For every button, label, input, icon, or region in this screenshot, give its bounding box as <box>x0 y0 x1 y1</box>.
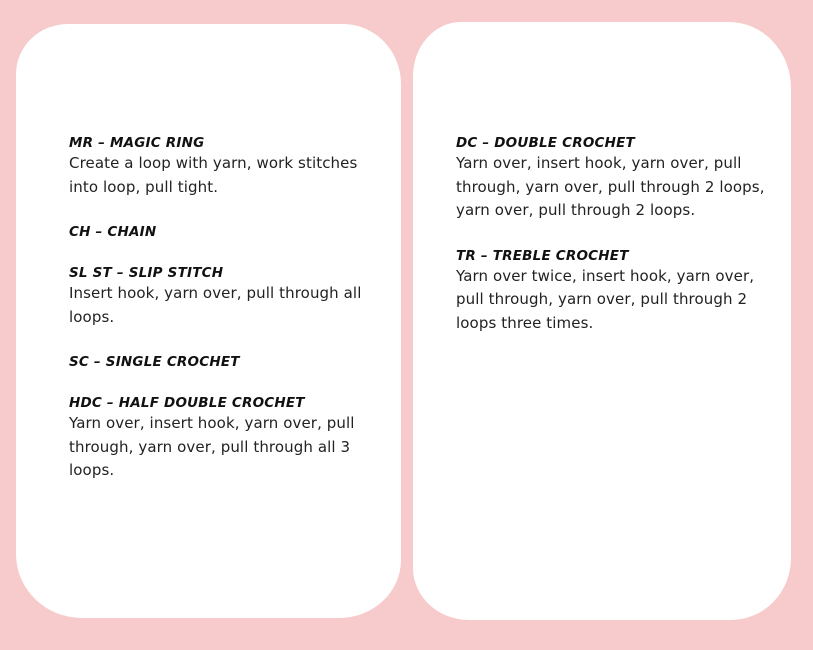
description-magic-ring: Create a loop with yarn, work stitches into loop, pull tight. <box>69 154 358 196</box>
glossary-entry-slip-stitch <box>69 263 369 329</box>
left-glossary-column <box>69 133 369 506</box>
glossary-entry-half-double-crochet <box>69 393 369 483</box>
description-half-double-crochet: Yarn over, insert hook, yarn over, pull through, yarn over, pull through all 3 loops. <box>69 414 355 479</box>
term-double-crochet: DC – DOUBLE CROCHET <box>456 135 635 151</box>
glossary-entry-double-crochet <box>456 133 766 223</box>
glossary-entry-chain <box>69 222 369 241</box>
term-treble-crochet: TR – TREBLE CROCHET <box>456 247 629 264</box>
term-slip-stitch: SL ST – SLIP STITCH <box>69 265 224 281</box>
description-treble-crochet: Yarn over twice, insert hook, yarn over, pull through, yarn over, pull through 2 loops three times. <box>456 266 755 332</box>
glossary-entry-magic-ring <box>69 133 369 199</box>
glossary-entry-single-crochet <box>69 352 369 371</box>
term-magic-ring: MR – MAGIC RING <box>69 135 205 151</box>
description-slip-stitch: Insert hook, yarn over, pull through all loops. <box>69 284 362 326</box>
term-chain: CH – CHAIN <box>69 224 157 240</box>
term-single-crochet: SC – SINGLE CROCHET <box>69 354 240 370</box>
right-glossary-column <box>456 133 766 358</box>
glossary-entry-treble-crochet <box>456 246 766 336</box>
term-half-double-crochet: HDC – HALF DOUBLE CROCHET <box>69 395 305 411</box>
description-double-crochet: Yarn over, insert hook, yarn over, pull through, yarn over, pull through 2 loops, yarn over, pull through 2 loops. <box>456 154 765 219</box>
